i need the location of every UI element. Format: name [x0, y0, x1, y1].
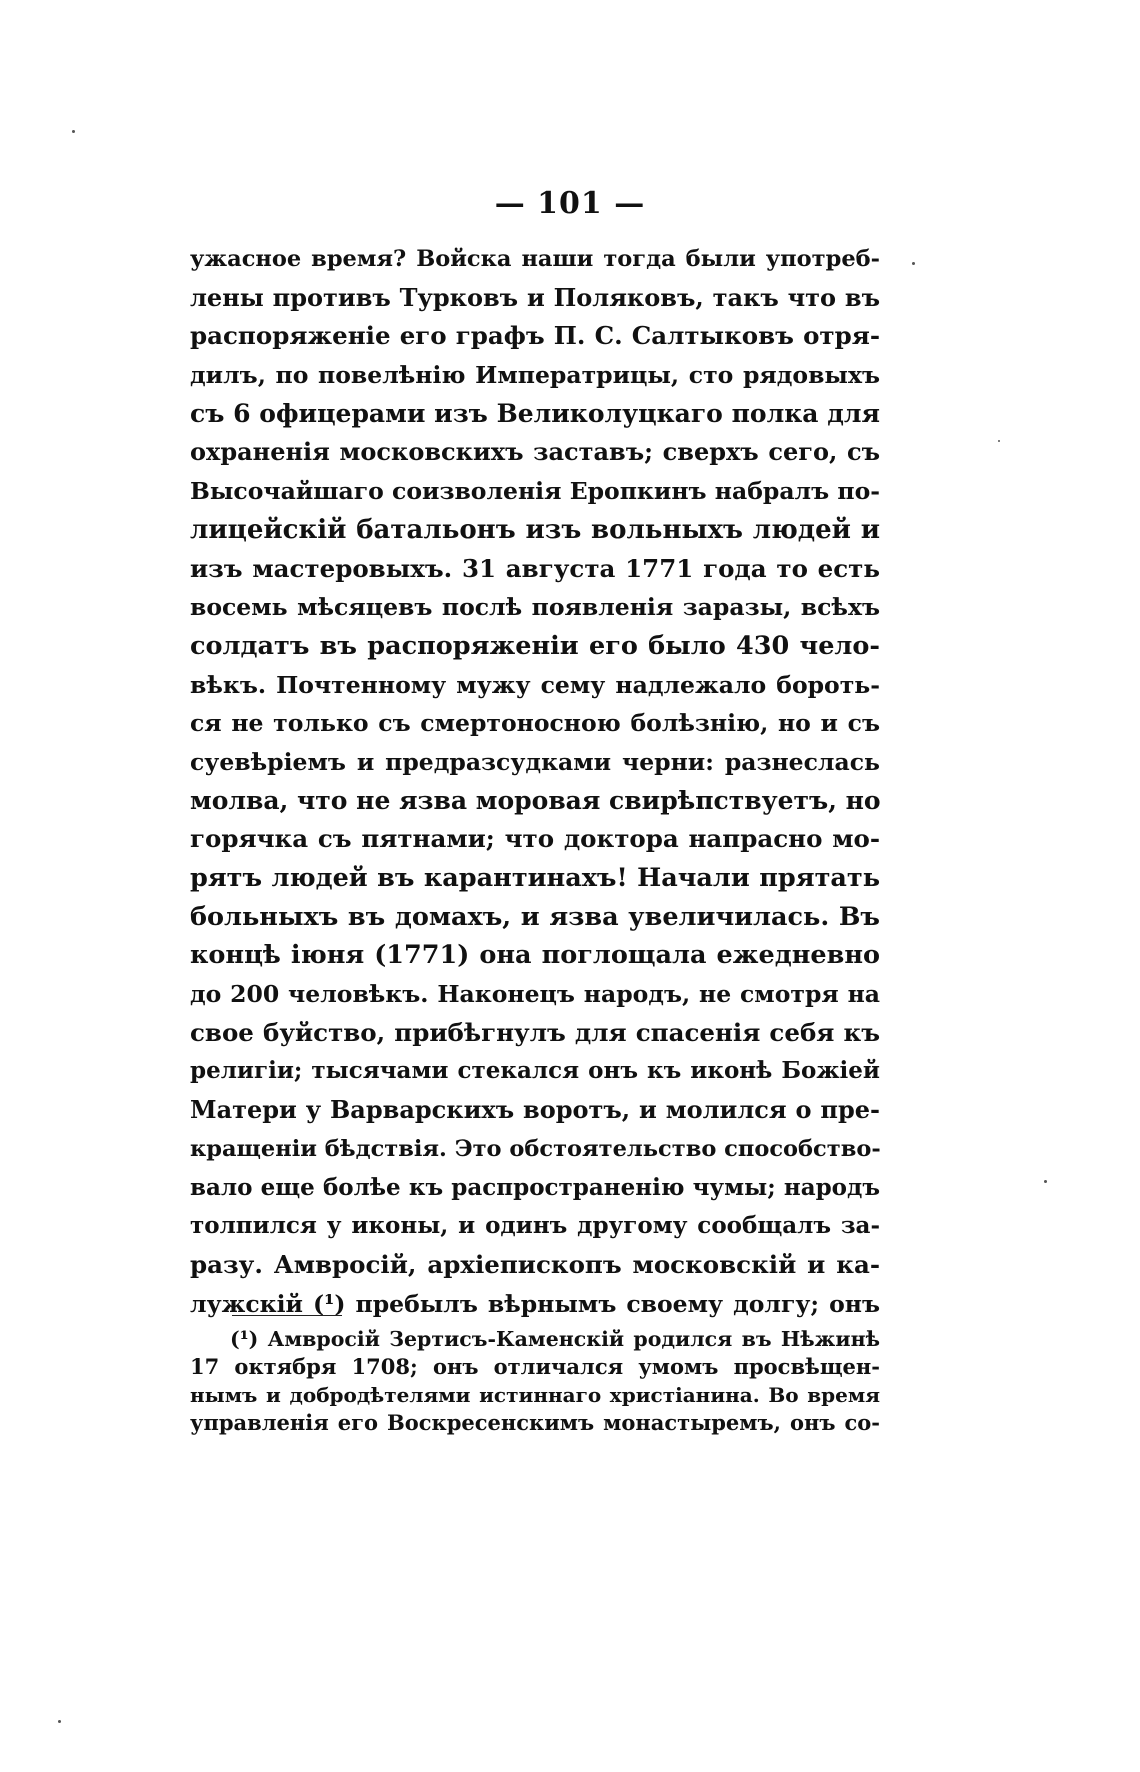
text-line: до 200 человѣкъ. Наконецъ народъ, не смотря на: [190, 980, 880, 1009]
paper-speck: [998, 440, 1000, 442]
footnote-line: управленія его Воскресенскимъ монастыремъ, онъ со-: [190, 1410, 880, 1435]
text-line: Матери у Варварскихъ воротъ, и молился о пре-: [190, 1095, 880, 1125]
text-line: концѣ іюня (1771) она поглощала ежедневно: [190, 940, 880, 971]
text-line: солдатъ въ распоряженіи его было 430 чело-: [190, 630, 880, 661]
text-line: ся не только съ смертоносною болѣзнію, но и съ: [190, 709, 880, 738]
text-line: рятъ людей въ карантинахъ! Начали прятать: [190, 863, 880, 893]
paper-speck: [58, 1720, 61, 1723]
text-line: кращеніи бѣдствія. Это обстоятельство способство-: [190, 1135, 881, 1162]
text-line: лицейскій батальонъ изъ вольныхъ людей и: [190, 514, 880, 545]
paper-speck: [1044, 1180, 1047, 1183]
text-line: толпился у иконы, и одинъ другому сообщалъ за-: [190, 1212, 880, 1240]
text-line: лужскій (¹) пребылъ вѣрнымъ своему долгу; онъ: [190, 1289, 880, 1318]
text-line: религіи; тысячами стекался онъ къ иконѣ Божіей: [190, 1057, 880, 1085]
footnote-line: нымъ и добродѣтелями истиннаго христіанина. Во время: [190, 1383, 880, 1407]
text-line: восемь мѣсяцевъ послѣ появленія заразы, всѣхъ: [190, 593, 880, 622]
text-line: вало еще болѣе къ распространенію чумы; народъ: [190, 1173, 880, 1201]
text-line: лены противъ Турковъ и Поляковъ, такъ что въ: [190, 282, 880, 312]
footnote-line: 17 октября 1708; онъ отличался умомъ просвѣщен-: [190, 1354, 880, 1379]
text-line: распоряженіе его графъ П. С. Салтыковъ отря-: [190, 321, 880, 351]
text-line: изъ мастеровыхъ. 31 августа 1771 года то есть: [190, 553, 880, 583]
text-line: горячка съ пятнами; что доктора напрасно мо-: [190, 824, 880, 854]
page-number: — 101 —: [494, 186, 646, 221]
text-line: молва, что не язва моровая свирѣпствуетъ, но: [190, 785, 881, 815]
paper-speck: [912, 262, 915, 265]
text-line: Высочайшаго соизволенія Еропкинъ набралъ по-: [190, 477, 880, 506]
footnote-divider: [232, 1315, 342, 1316]
footnote: [190, 1325, 880, 1437]
body-text: [190, 240, 880, 1323]
footnote-line: (¹) Амвросій Зертисъ-Каменскій родился въ Нѣжинѣ: [230, 1327, 880, 1351]
text-line: суевѣріемъ и предразсудками черни: разнеслась: [190, 747, 880, 776]
text-line: съ 6 офицерами изъ Великолуцкаго полка для: [190, 398, 880, 428]
paper-speck: [72, 130, 75, 133]
text-line: ужасное время? Войска наши тогда были употреб-: [190, 246, 880, 272]
text-line: дилъ, по повелѣнію Императрицы, сто рядовыхъ: [190, 361, 880, 390]
text-line: вѣкъ. Почтенному мужу сему надлежало бороть-: [190, 670, 880, 699]
text-line: охраненія московскихъ заставъ; сверхъ сего, съ: [190, 437, 880, 467]
text-line: больныхъ въ домахъ, и язва увеличилась. Въ: [190, 901, 880, 932]
text-line: свое буйство, прибѣгнулъ для спасенія себя къ: [190, 1017, 880, 1047]
text-line: разу. Амвросій, архіепископъ московскій и ка-: [190, 1249, 880, 1279]
